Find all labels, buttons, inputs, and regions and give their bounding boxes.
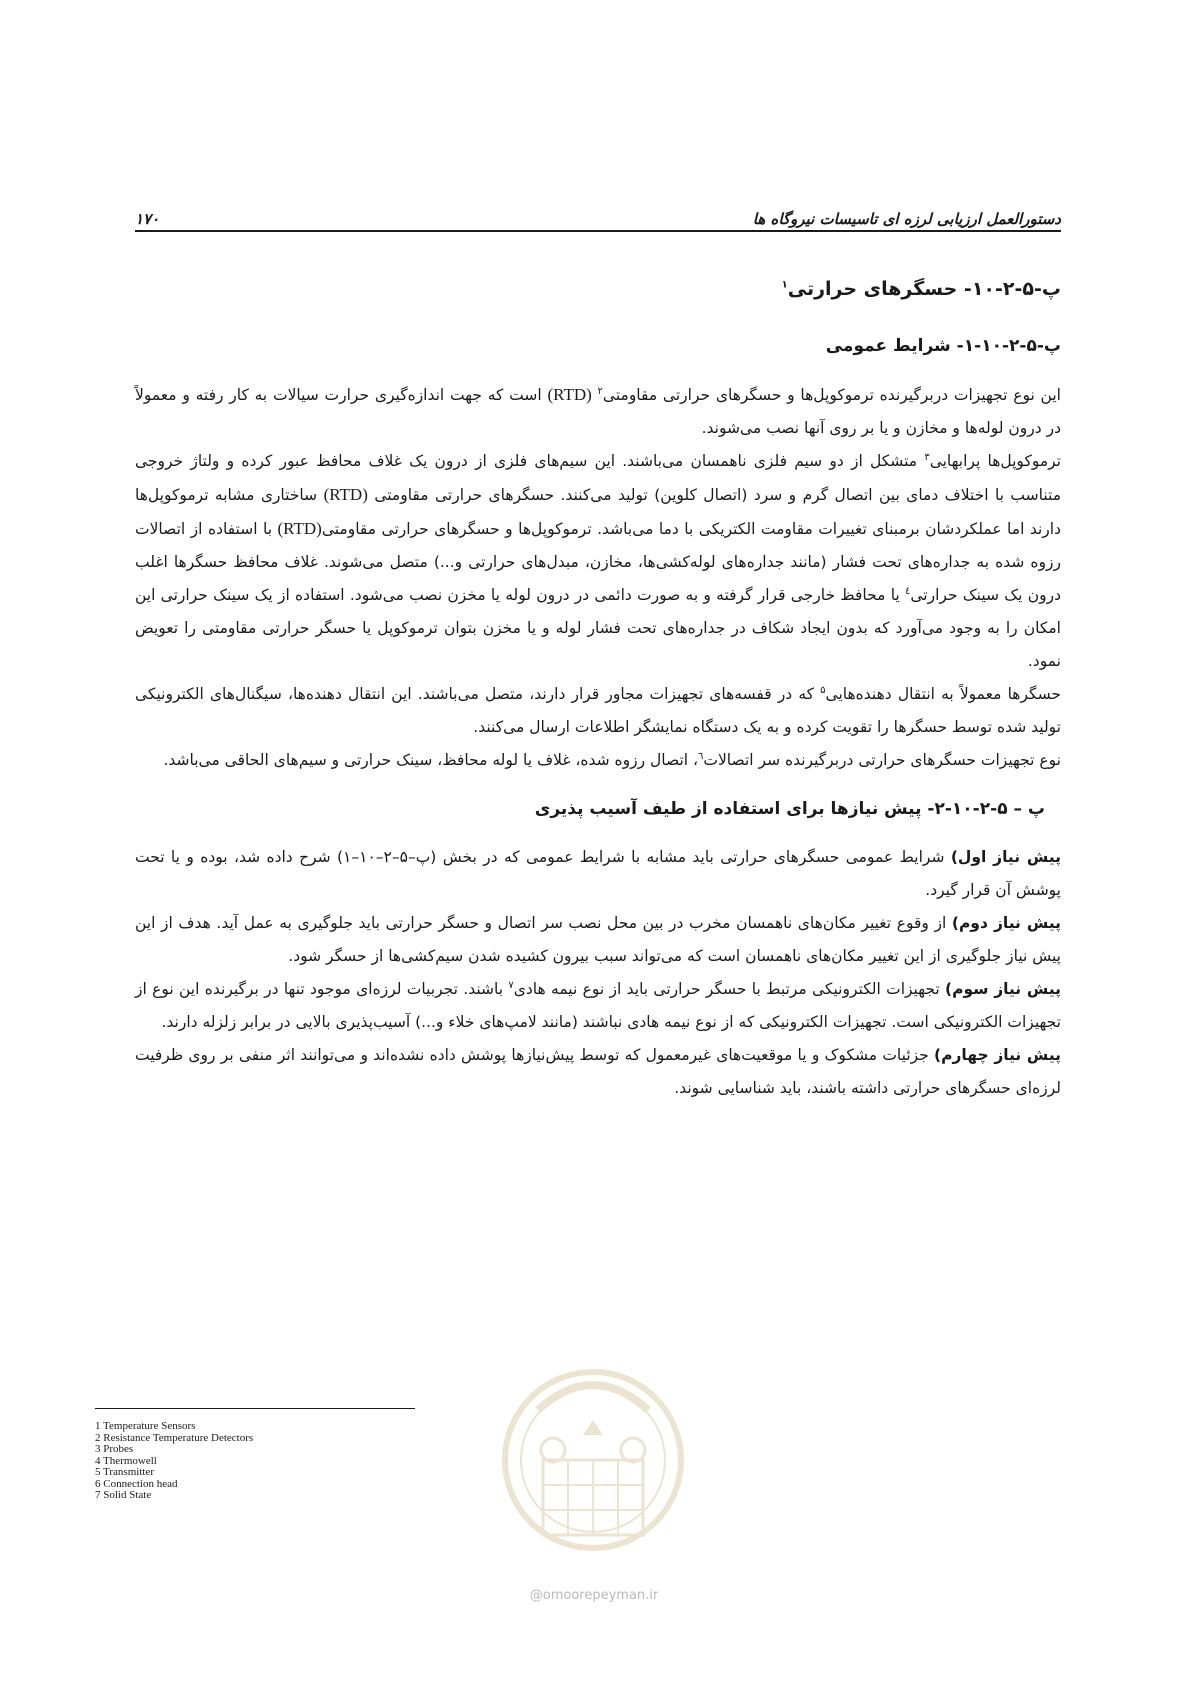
footnote: 1 Temperature Sensors: [95, 1420, 196, 1432]
subsection-title-general: پ-۵-۲-۱۰-۱- شرایط عمومی: [825, 336, 1061, 356]
footnote: 7 Solid State: [95, 1489, 152, 1501]
page-number: ۱۷۰: [135, 210, 160, 228]
page-header: [135, 200, 1061, 228]
running-title: دستورالعمل ارزیابی لرزه ای تاسیسات نیروگاه ها: [752, 210, 1061, 228]
prerequisite-3: پیش نیاز سوم) تجهیزات الکترونیکی مرتبط با حسگر حرارتی باید از نوع نیمه هادی$^۷$ باشند. تجربیات لرزه‌ای موجود تنها در برگیرنده این نوع از تجهیزات الکترونیکی است. تجهیزات الکترونیکی که از نوع نیمه هادی نباشند (مانند لامپ‌های خلاء و...) آسیب‌پذیری بالایی در برابر زلزله دارند.: [135, 979, 1061, 1031]
paragraph-2: ترموکوپل‌ها پرابهایی$^۳$ متشکل از دو سیم فلزی ناهمسان می‌باشند. این سیم‌های فلزی از درون یک غلاف محافظ عبور کرده و ولتاژ خروجی متناسب با اختلاف دمای بین اتصال گرم و سرد (اتصال کلوین) تولید می‌کنند. حسگرهای حرارتی مقاومتی (RTD) ساختاری مشابه ترموکوپل‌ها دارند اما عملکردشان برمبنای تغییرات مقاومت الکتریکی با دما می‌باشد. ترموکوپل‌ها و حسگرهای حرارتی مقاومتی(RTD) با استفاده از اتصالات رزوه شده به جداره‌های تحت فشار (مانند جداره‌های لوله‌کشی‌ها، مخازن، مبدل‌های حرارتی و...) متصل می‌شوند. غلاف محافظ حسگرها اغلب درون یک سینک حرارتی$^٤$ یا محافظ خارجی قرار گرفته و به صورت دائمی در درون لوله یا مخزن نصب می‌شود. استفاده از یک سینک حرارتی این امکان را به وجود می‌آورد که بدون ایجاد شکاف در جداره‌های تحت فشار لوله و یا مخزن بتوان ترموکوپل یا حسگر حرارتی مقاومتی را تعویض نمود.: [135, 451, 1061, 670]
paragraph-1: این نوع تجهیزات دربرگیرنده ترموکوپل‌ها و حسگرهای حرارتی مقاومتی$^۲$ (RTD) است که جهت اندازه‌گیری حرارت سیالات به کار رفته و معمولاً در درون لوله‌ها و مخازن و یا بر روی آنها نصب می‌شوند.: [135, 385, 1061, 437]
prerequisite-1: پیش نیاز اول) شرایط عمومی حسگرهای حرارتی باید مشابه با شرایط عمومی که در بخش (پ–۵–۲–۱۰–۱) شرح داده شد، بوده و یا تحت پوشش آن قرار گیرد.: [135, 848, 1061, 899]
watermark-logo-icon: [498, 1340, 688, 1590]
footnote: 3 Probes: [95, 1443, 134, 1455]
prerequisite-label: پیش نیاز دوم): [951, 914, 1061, 932]
footnote: 5 Transmitter: [95, 1466, 154, 1478]
footnote: 6 Connection head: [95, 1477, 178, 1490]
paragraph-3: حسگرها معمولاً به انتقال دهنده‌هایی$^۵$ که در قفسه‌های تجهیزات مجاور قرار دارند، متصل می‌باشند. این انتقال دهنده‌ها، سیگنال‌های الکترونیکی تولید شده توسط حسگرها را تقویت کرده و به یک دستگاه نمایشگر اطلاعات ارسال می‌کنند.: [135, 684, 1061, 736]
footnote: 2 Resistance Temperature Detectors: [95, 1431, 254, 1444]
prerequisite-4: پیش نیاز چهارم) جزئیات مشکوک و یا موقعیت‌های غیرمعمول که توسط پیش‌نیازها پوشش داده نشده‌اند و می‌توانند اثر منفی بر روی ظرفیت لرزه‌ای حسگرهای حرارتی داشته باشند، باید شناسایی شوند.: [135, 1046, 1061, 1097]
section-title: پ-۵-۲-۱۰- حسگرهای حرارتی$^۱$: [781, 278, 1061, 300]
prerequisite-label: پیش نیاز سوم): [945, 980, 1061, 998]
prerequisite-label: پیش نیاز اول): [950, 848, 1061, 866]
prerequisite-label: پیش نیاز چهارم): [934, 1046, 1061, 1064]
header-rule: [135, 230, 1061, 232]
paragraph-4: نوع تجهیزات حسگرهای حرارتی دربرگیرنده سر اتصالات$^٦$، اتصال رزوه شده، غلاف یا لوله محافظ، سینک حرارتی و سیم‌های الحاقی می‌باشد.: [163, 750, 1061, 769]
watermark-text: @omoorepeyman.ir: [529, 1588, 659, 1603]
prerequisite-2: پیش نیاز دوم) از وقوع تغییر مکان‌های ناهمسان مخرب در بین محل نصب سر اتصال و حسگر حرارتی باید جلوگیری به عمل آید. هدف از این پیش نیاز جلوگیری از این تغییر مکان‌های ناهمسان است که می‌تواند سبب بیرون کشیده شدن سیم‌کشی‌ها از حسگر شود.: [135, 914, 1061, 965]
subsection-title-prerequisites: پ – ۵-۲-۱۰-۲- پیش نیازها برای استفاده از طیف آسیب پذیری: [534, 799, 1045, 819]
footnotes: [95, 1408, 415, 1502]
footnote: 4 Thermowell: [95, 1454, 157, 1467]
document-body: [135, 278, 1061, 1105]
